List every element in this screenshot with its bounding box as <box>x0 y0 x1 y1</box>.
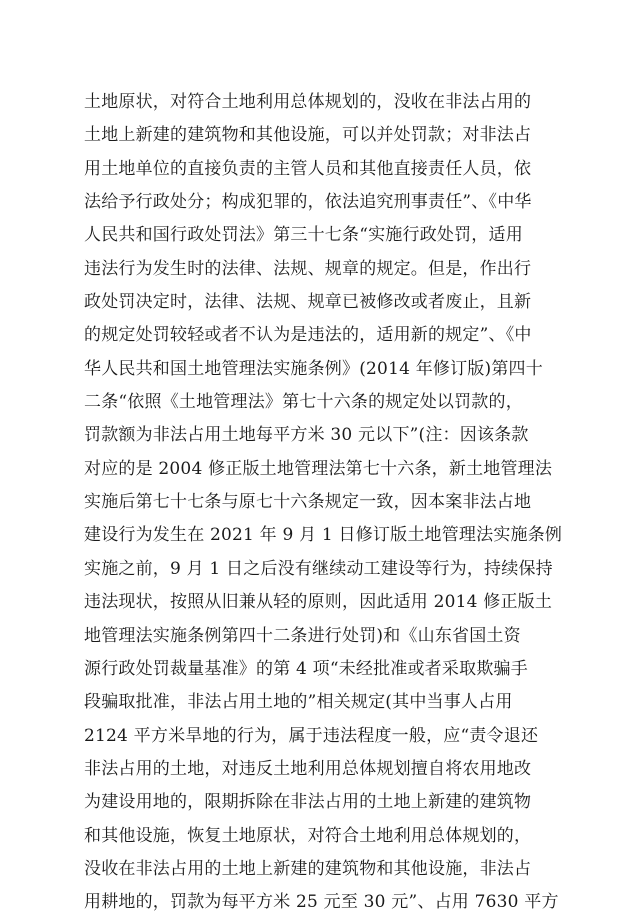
text-line: 实施后第七十七条与原七十六条规定一致，因本案非法占地 <box>84 492 532 513</box>
document-body <box>84 86 563 920</box>
text-line: 源行政处罚裁量基准》的第 4 项“未经批准或者采取欺骗手 <box>84 658 528 679</box>
text-line: 段骗取批准，非法占用土地的”相关规定(其中当事人占用 <box>84 692 513 713</box>
text-line: 没收在非法占用的土地上新建的建筑物和其他设施，非法占 <box>84 858 532 879</box>
text-line: 实施之前，9 月 1 日之后没有继续动工建设等行为，持续保持 <box>84 558 553 579</box>
text-line: 政处罚决定时，法律、法规、规章已被修改或者废止，且新 <box>84 292 532 313</box>
text-line: 2124 平方米旱地的行为，属于违法程度一般，应“责令退还 <box>84 725 539 746</box>
text-line: 土地上新建的建筑物和其他设施，可以并处罚款；对非法占 <box>84 125 532 146</box>
text-line: 建设行为发生在 2021 年 9 月 1 日修订版土地管理法实施条例 <box>84 525 563 546</box>
text-line: 二条“依照《土地管理法》第七十六条的规定处以罚款的， <box>84 392 523 413</box>
text-line: 土地原状，对符合土地利用总体规划的，没收在非法占用的 <box>84 92 532 112</box>
text-line: 违法现状，按照从旧兼从轻的原则，因此适用 2014 修正版土 <box>84 592 553 613</box>
text-line: 用耕地的，罚款为每平方米 25 元至 30 元”、占用 7630 平方 <box>84 892 559 913</box>
text-line: 和其他设施，恢复土地原状，对符合土地利用总体规划的， <box>84 825 532 846</box>
text-line: 用土地单位的直接负责的主管人员和其他直接责任人员，依 <box>84 158 532 179</box>
text-line: 人民共和国行政处罚法》第三十七条“实施行政处罚，适用 <box>84 225 523 246</box>
text-line: 为建设用地的，限期拆除在非法占用的土地上新建的建筑物 <box>84 792 532 813</box>
text-line: 违法行为发生时的法律、法规、规章的规定。但是，作出行 <box>84 258 532 279</box>
text-line: 的规定处罚较轻或者不认为是违法的，适用新的规定”、《中 <box>84 325 532 346</box>
text-line: 华人民共和国土地管理法实施条例》(2014 年修订版)第四十 <box>84 358 543 379</box>
text-line: 法给予行政处分；构成犯罪的，依法追究刑事责任”、《中华 <box>84 192 532 213</box>
text-line: 罚款额为非法占用土地每平方米 30 元以下”(注：因该条款 <box>84 425 529 446</box>
text-line: 对应的是 2004 修正版土地管理法第七十六条，新土地管理法 <box>84 458 553 479</box>
text-line: 非法占用的土地，对违反土地利用总体规划擅自将农用地改 <box>84 758 532 779</box>
text-line: 地管理法实施条例第四十二条进行处罚)和《山东省国土资 <box>84 625 521 646</box>
